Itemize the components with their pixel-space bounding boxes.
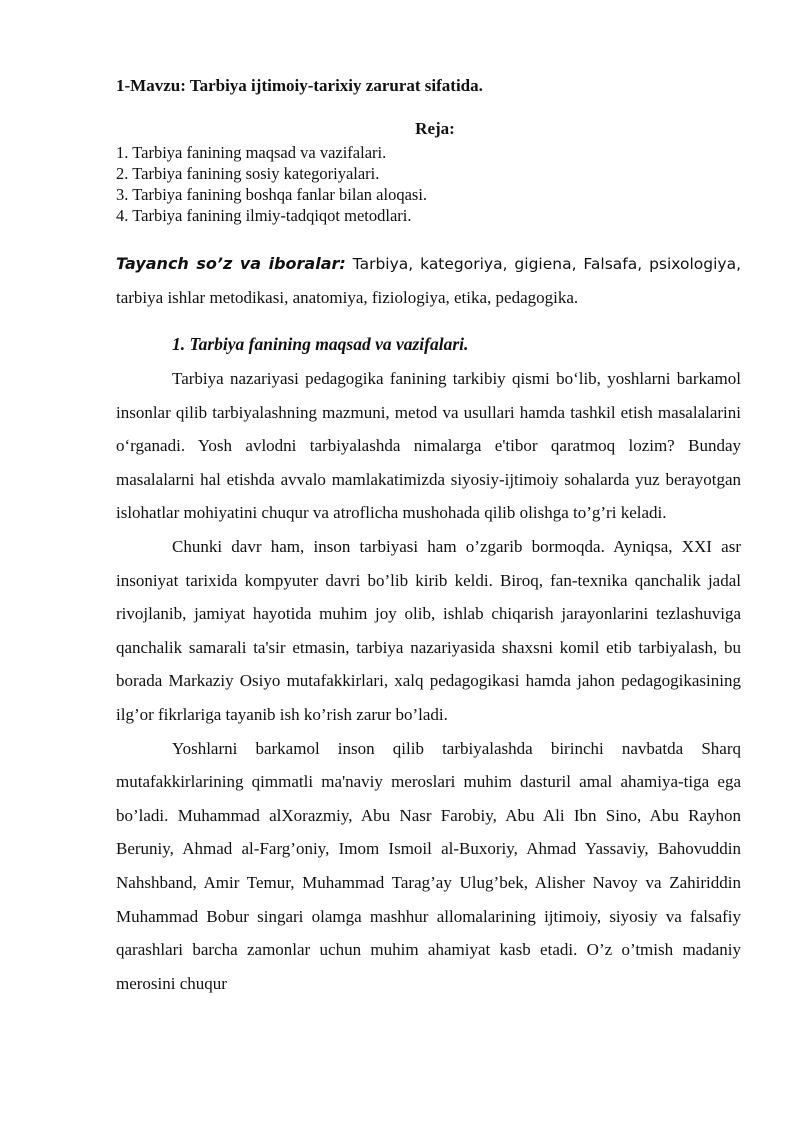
body-text — [116, 362, 741, 1000]
plan-heading: Reja: — [415, 119, 455, 138]
keywords-text-part2: tarbiya ishlar metodikasi, anatomiya, fiziologiya, etika, pedagogika. — [116, 288, 579, 307]
document-title: 1-Mavzu: Tarbiya ijtimoiy-tarixiy zarurat sifatida. — [116, 76, 483, 95]
plan-item: 2. Tarbiya fanining sosiy kategoriyalari. — [116, 164, 380, 183]
plan-list — [116, 142, 427, 226]
keywords-text-part1: Tarbiya, kategoriya, gigiena, Falsafa, psixologiya, — [345, 255, 742, 273]
body-paragraph: Yoshlarni barkamol inson qilib tarbiyalashda birinchi navbatda Sharq mutafakkirlarining qimmatli ma'naviy meroslari muhim dasturil amal ahamiya-tiga ega bo’ladi. Muhammad alXorazmiy, Abu Nasr Farobiy, Abu Ali Ibn Sino, Abu Rayhon Beruniy, Ahmad al-Farg’oniy, Imom Ismoil al-Buxoriy, Ahmad Yassaviy, Bahovuddin Nahshband, Amir Temur, Muhammad Tarag’ay Ulug’bek, Alisher Navoy va Zahiriddin Muhammad Bobur singari olamga mashhur allomalarining ijtimoiy, siyosiy va falsafiy qarashlari barcha zamonlar uchun muhim ahamiyat kasb etadi. O’z o’tmish madaniy merosini chuqur — [116, 738, 741, 993]
keywords-label: Tayanch so’z va iboralar: — [116, 254, 346, 273]
plan-item: 1. Tarbiya fanining maqsad va vazifalari. — [116, 143, 387, 162]
body-paragraph: Tarbiya nazariyasi pedagogika fanining tarkibiy qismi bo‘lib, yoshlarni barkamol insonlar qilib tarbiyalashning mazmuni, metod va usullari hamda tashkil etish masalalarini o‘rganadi. Yosh avlodni tarbiyalashda nimalarga e'tibor qaratmoq lozim? Bunday masalalarni hal etishda avvalo mamlakatimizda siyosiy-ijtimoiy sohalarda yuz berayotgan islohatlar mohiyatini chuqur va atroflicha mushohada qilib olishga to’g’ri keladi. — [116, 369, 741, 523]
plan-item: 3. Tarbiya fanining boshqa fanlar bilan aloqasi. — [116, 185, 428, 204]
section-heading: 1. Tarbiya fanining maqsad va vazifalari. — [172, 334, 469, 354]
plan-item: 4. Tarbiya fanining ilmiy-tadqiqot metodlari. — [116, 206, 412, 225]
body-paragraph: Chunki davr ham, inson tarbiyasi ham o’zgarib bormoqda. Ayniqsa, XXI asr insoniyat tarixida kompyuter davri bo’lib kirib keldi. Biroq, fan-texnika qanchalik jadal rivojlanib, jamiyat hayotida muhim joy olib, ishlab chiqarish jarayonlarini tezlashuviga qanchalik samarali ta'sir etmasin, tarbiya nazariyasida shaxsni komil etib tarbiyalash, bu borada Markaziy Osiyo mutafakkirlari, xalq pedagogikasi hamda jahon pedagogikasining ilg’or fikrlariga tayanib ish ko’rish zarur bo’ladi. — [116, 536, 741, 724]
keywords-paragraph — [116, 247, 741, 315]
